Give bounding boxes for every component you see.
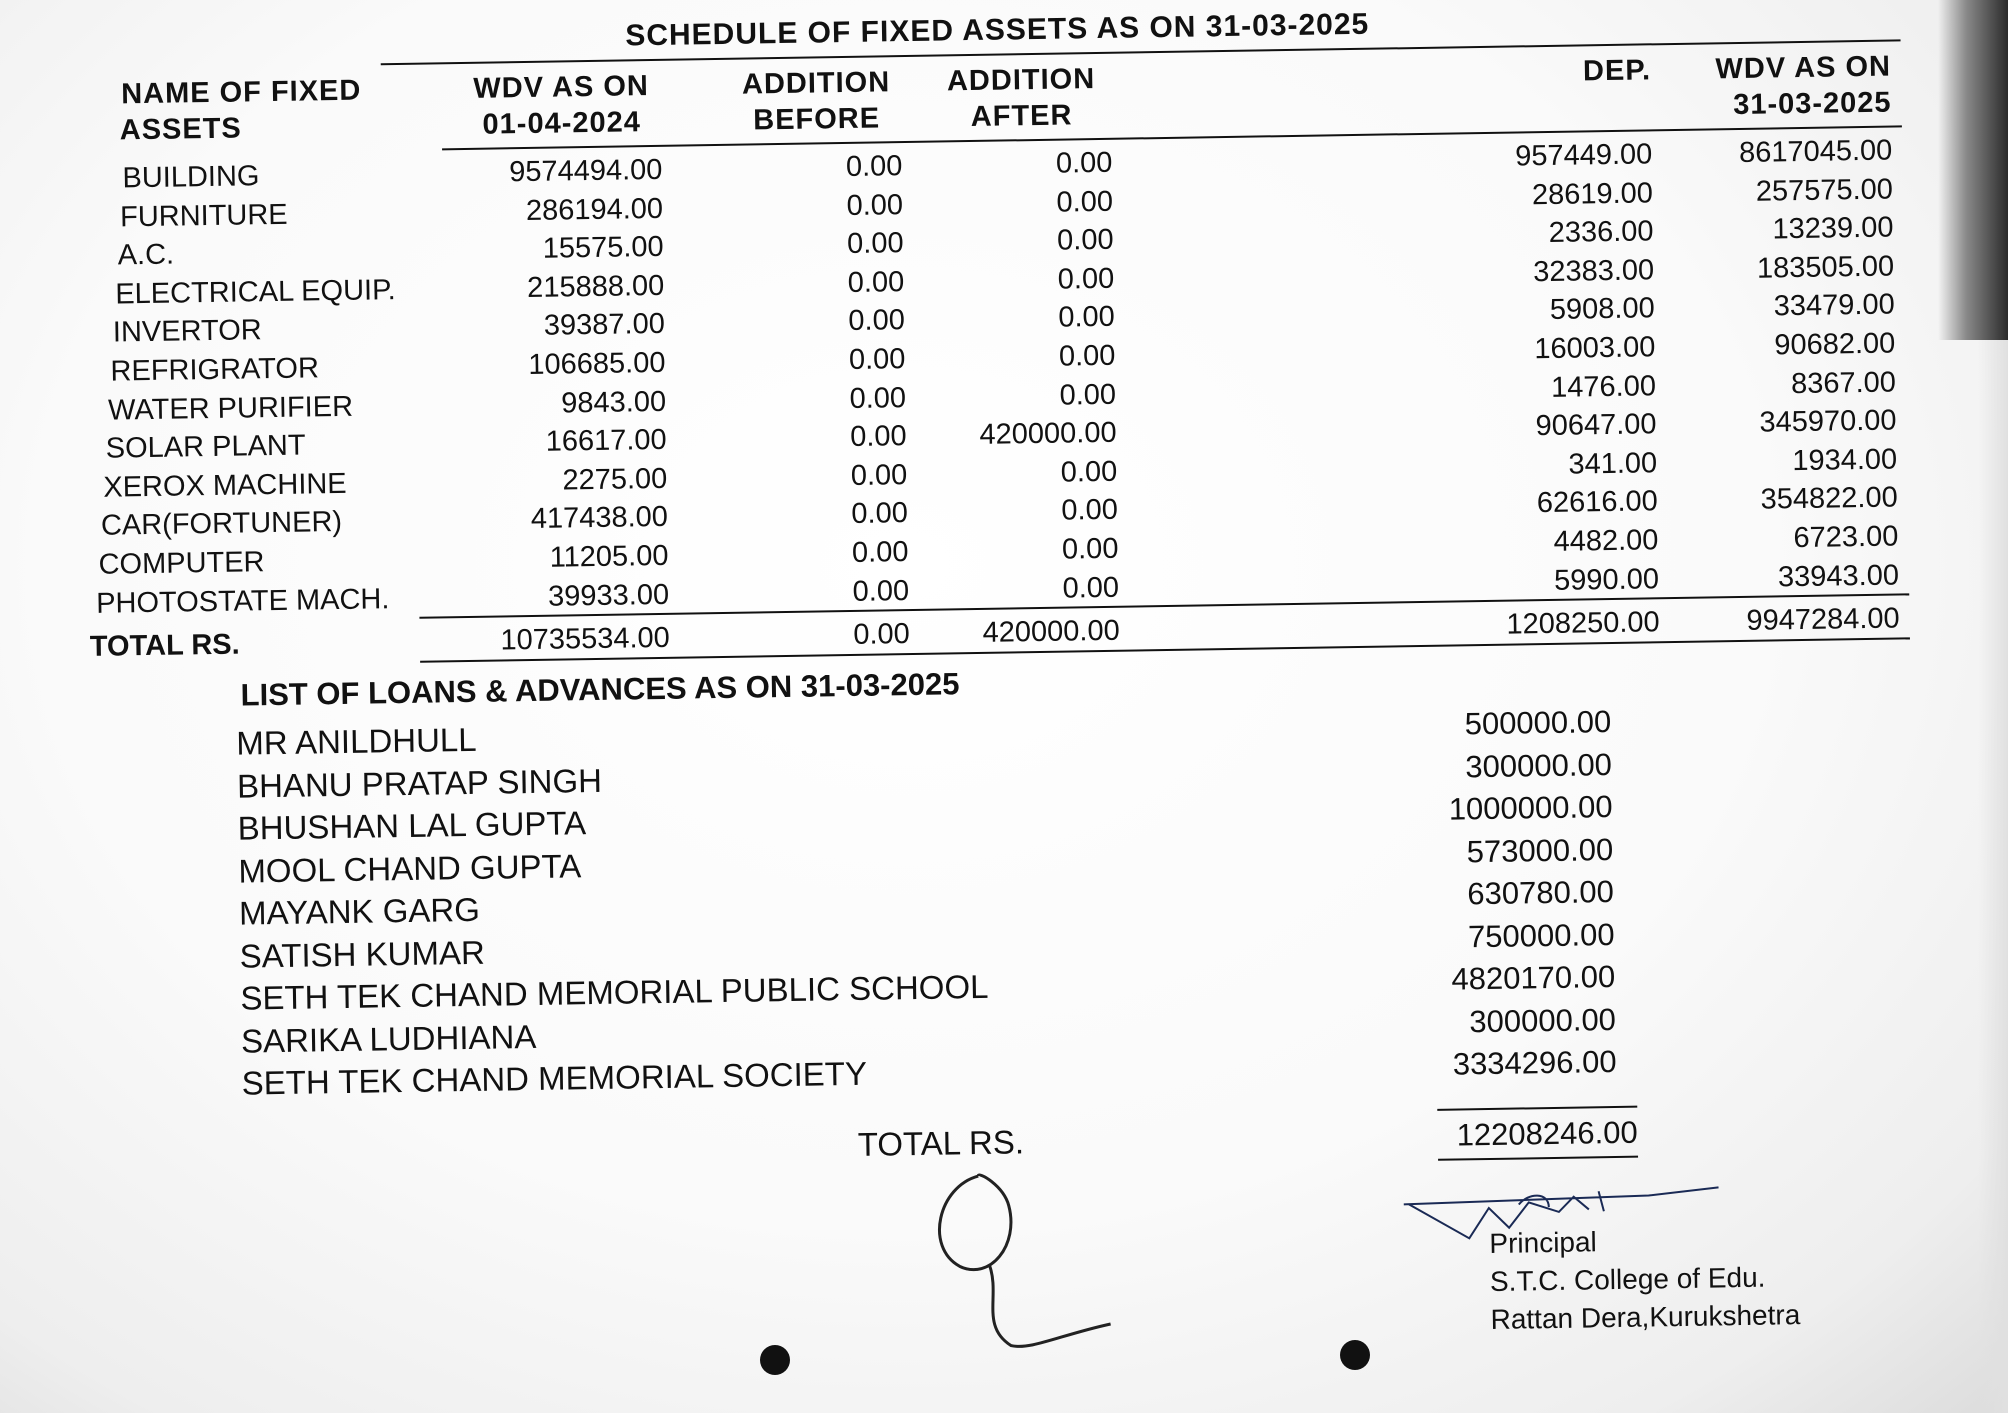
loans-title: LIST OF LOANS & ADVANCES AS ON 31-03-2025: [240, 666, 960, 713]
asset-dep: 90647.00: [1535, 408, 1657, 443]
asset-wdv-close: 257575.00: [1755, 173, 1894, 208]
asset-add-after: 0.00: [1061, 532, 1119, 566]
asset-dep: 62616.00: [1536, 485, 1659, 520]
asset-dep: 16003.00: [1534, 331, 1656, 366]
header-addition-after-l1: ADDITION: [946, 63, 1096, 98]
fixed-assets-title: SCHEDULE OF FIXED ASSETS AS ON 31-03-2025: [625, 7, 1370, 53]
asset-dep: 2336.00: [1548, 215, 1654, 250]
asset-add-after: 0.00: [1056, 223, 1114, 257]
header-addition-after-l2: AFTER: [970, 99, 1073, 134]
total-wdv-open: 10735534.00: [500, 621, 671, 657]
loans-total-top-rule: [1437, 1106, 1637, 1111]
asset-add-before: 0.00: [848, 304, 906, 338]
asset-add-after: 0.00: [1058, 339, 1116, 373]
header-wdv-close-l2: 31-03-2025: [1732, 86, 1892, 122]
asset-dep: 32383.00: [1532, 254, 1655, 289]
asset-wdv-open: 39933.00: [547, 578, 670, 613]
total-addition-before: 0.00: [853, 618, 910, 651]
asset-dep: 1476.00: [1550, 369, 1657, 404]
loan-amount: 300000.00: [1465, 746, 1613, 784]
header-wdv-close-l1: WDV AS ON: [1715, 50, 1892, 86]
header-addition-before-l1: ADDITION: [741, 66, 891, 101]
asset-name: SOLAR PLANT: [105, 429, 306, 465]
asset-add-before: 0.00: [848, 343, 906, 376]
asset-add-after: 0.00: [1057, 262, 1115, 296]
loans-total-bottom-rule: [1438, 1156, 1638, 1161]
asset-wdv-close: 90682.00: [1774, 327, 1896, 362]
asset-wdv-open: 417438.00: [530, 501, 669, 536]
page-edge-shadow-lower: [1978, 340, 2008, 1413]
asset-wdv-close: 354822.00: [1760, 481, 1898, 517]
asset-add-after: 0.00: [1056, 185, 1114, 219]
stamp-address: Rattan Dera,Kurukshetra: [1490, 1299, 1801, 1336]
loan-amount: 630780.00: [1467, 874, 1615, 912]
header-addition-before-l2: BEFORE: [752, 102, 881, 137]
asset-wdv-close: 6723.00: [1793, 520, 1899, 555]
asset-dep: 957449.00: [1514, 138, 1653, 173]
asset-dep: 28619.00: [1531, 176, 1654, 211]
loan-amount: 300000.00: [1469, 1001, 1617, 1039]
asset-name: BUILDING: [122, 160, 260, 195]
asset-wdv-open: 11205.00: [549, 539, 669, 574]
loan-name: SETH TEK CHAND MEMORIAL PUBLIC SCHOOL: [240, 967, 989, 1017]
asset-wdv-open: 286194.00: [525, 192, 664, 227]
asset-add-before: 0.00: [846, 188, 904, 222]
asset-wdv-close: 13239.00: [1772, 211, 1894, 246]
asset-dep: 341.00: [1568, 447, 1658, 481]
asset-name: INVERTOR: [112, 314, 262, 349]
asset-wdv-close: 33943.00: [1777, 559, 1900, 593]
loans-total-label: TOTAL RS.: [857, 1123, 1025, 1163]
document-body: [80, 0, 1981, 1400]
asset-add-after: 0.00: [1058, 301, 1116, 335]
asset-wdv-open: 215888.00: [526, 269, 665, 304]
asset-add-before: 0.00: [849, 381, 907, 415]
asset-name: A.C.: [117, 238, 175, 272]
loan-name: BHANU PRATAP SINGH: [236, 761, 603, 805]
asset-add-after: 420000.00: [979, 416, 1117, 452]
asset-name: WATER PURIFIER: [107, 390, 354, 427]
asset-add-before: 0.00: [851, 536, 909, 569]
punch-hole-left: [760, 1345, 790, 1375]
stamp-college: S.T.C. College of Edu.: [1489, 1261, 1766, 1298]
punch-hole-right: [1340, 1340, 1370, 1370]
total-addition-after: 420000.00: [982, 614, 1120, 649]
asset-name: COMPUTER: [98, 546, 265, 581]
asset-wdv-open: 15575.00: [542, 231, 664, 265]
total-dep: 1208250.00: [1506, 606, 1660, 641]
asset-wdv-open: 9843.00: [560, 385, 667, 420]
loan-amount: 500000.00: [1464, 704, 1612, 742]
loans-total-amount: 12208246.00: [1456, 1114, 1638, 1153]
asset-add-after: 0.00: [1055, 146, 1113, 180]
loan-name: SATISH KUMAR: [239, 933, 486, 975]
loan-name: SARIKA LUDHIANA: [240, 1017, 537, 1060]
asset-add-before: 0.00: [849, 420, 907, 454]
asset-name: CAR(FORTUNER): [100, 506, 343, 543]
loan-amount: 573000.00: [1466, 831, 1614, 869]
asset-wdv-close: 8617045.00: [1738, 134, 1893, 169]
asset-add-before: 0.00: [846, 227, 904, 261]
loan-amount: 1000000.00: [1448, 789, 1613, 827]
asset-add-before: 0.00: [852, 574, 910, 608]
loan-amount: 4820170.00: [1451, 959, 1616, 997]
asset-name: REFRIGRATOR: [110, 352, 320, 388]
loan-name: MOOL CHAND GUPTA: [238, 846, 582, 890]
asset-wdv-open: 9574494.00: [508, 153, 663, 189]
asset-wdv-close: 1934.00: [1792, 443, 1898, 477]
header-name-l1: NAME OF FIXED: [120, 74, 362, 111]
asset-dep: 5908.00: [1549, 292, 1655, 327]
asset-add-before: 0.00: [847, 265, 905, 299]
loan-amount: 750000.00: [1467, 916, 1615, 954]
header-name-l2: ASSETS: [119, 112, 243, 147]
loan-amount: 3334296.00: [1452, 1043, 1617, 1082]
asset-add-before: 0.00: [845, 150, 903, 183]
asset-wdv-close: 183505.00: [1756, 250, 1895, 285]
asset-wdv-open: 39387.00: [543, 308, 666, 343]
asset-wdv-close: 345970.00: [1759, 404, 1897, 439]
total-wdv-close: 9947284.00: [1746, 602, 1900, 637]
asset-name: FURNITURE: [119, 198, 288, 233]
asset-add-after: 0.00: [1060, 455, 1118, 489]
loan-name: MAYANK GARG: [238, 890, 481, 932]
asset-add-after: 0.00: [1061, 494, 1119, 528]
asset-name: PHOTOSTATE MACH.: [95, 582, 390, 620]
asset-wdv-open: 16617.00: [545, 424, 667, 458]
asset-wdv-open: 106685.00: [528, 346, 666, 381]
total-label: TOTAL RS.: [89, 628, 240, 663]
asset-wdv-open: 2275.00: [562, 462, 668, 497]
asset-add-before: 0.00: [850, 458, 908, 492]
header-wdv-open-l2: 01-04-2024: [482, 106, 642, 141]
header-dep: DEP.: [1582, 54, 1652, 88]
asset-wdv-close: 8367.00: [1790, 366, 1897, 400]
asset-wdv-close: 33479.00: [1773, 288, 1895, 323]
asset-dep: 4482.00: [1553, 524, 1659, 558]
asset-add-after: 0.00: [1062, 571, 1120, 605]
handwritten-initials: [918, 1154, 1121, 1357]
asset-dep: 5990.00: [1553, 562, 1660, 597]
asset-add-before: 0.00: [851, 497, 909, 531]
loan-name: SETH TEK CHAND MEMORIAL SOCIETY: [241, 1054, 868, 1102]
loan-name: BHUSHAN LAL GUPTA: [237, 804, 587, 847]
stamp-title: Principal: [1489, 1226, 1598, 1260]
header-wdv-open-l1: WDV AS ON: [473, 70, 650, 105]
loan-name: MR ANILDHULL: [236, 720, 477, 762]
asset-add-after: 0.00: [1059, 378, 1117, 412]
asset-name: XEROX MACHINE: [103, 467, 347, 504]
asset-name: ELECTRICAL EQUIP.: [115, 273, 396, 311]
